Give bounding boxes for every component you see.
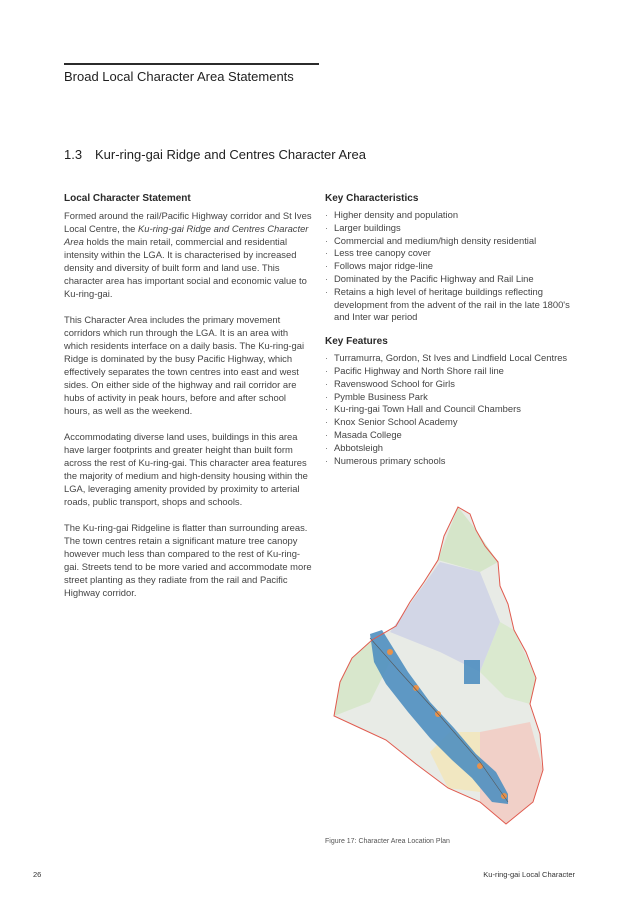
key-lists [325, 193, 575, 477]
local-character-statement [64, 193, 312, 612]
publication-title: Ku-ring-gai Local Character [483, 870, 575, 879]
figure-caption: Figure 17: Character Area Location Plan [325, 838, 450, 845]
feature-item: · Pacific Highway and North Shore rail line [325, 364, 504, 376]
centre-marker [387, 649, 393, 655]
bullet-icon: · [325, 416, 329, 428]
location-plan-map [330, 502, 545, 832]
characteristic-item: · Higher density and population [325, 209, 459, 220]
characteristic-item: · Larger buildings [325, 221, 401, 233]
bullet-icon: · [325, 234, 329, 246]
bullet-icon: · [325, 428, 329, 440]
characteristic-item: · Retains a high level of heritage buildings reflecting development from the advent of the rail in the late 1800's and Inter war period [325, 285, 570, 323]
characteristic-item: · Less tree canopy cover [325, 247, 431, 259]
statement-paragraph-4: The Ku-ring-gai Ridgeline is flatter than surrounding areas. The town centres retain a significant mature tree canopy however much less than compared to the rest of Ku-ring-gai. Streets tend to be more varied and accommodate more street planting as they radiate from the rail and Pacific Highway corridor. [64, 522, 312, 598]
character-area-name: Ku-ring-gai Ridge and Centres Character Area [64, 223, 309, 247]
features-heading: Key Features [325, 336, 388, 348]
centre-marker [477, 763, 483, 769]
centre-marker [413, 685, 419, 691]
bullet-icon: · [325, 209, 329, 220]
statement-heading: Local Character Statement [64, 193, 191, 204]
feature-item: · Numerous primary schools [325, 454, 446, 466]
statement-paragraph-3: Accommodating diverse land uses, buildings in this area have larger footprints and greater height than built form across the rest of Ku-ring-gai. This character area features the majority of medium and high-density housing within the LGA, leveraging amenity provided by proximity to arterial roads, public transport, shops and schools. [64, 431, 308, 507]
chapter-title-text: Kur-ring-gai Ridge and Centres Character Area [95, 147, 366, 162]
feature-item: · Knox Senior School Academy [325, 416, 458, 428]
bullet-icon: · [325, 352, 329, 364]
bullet-icon: · [325, 364, 329, 376]
feature-item: · Turramurra, Gordon, St Ives and Lindfield Local Centres [325, 352, 568, 364]
bullet-icon: · [325, 377, 329, 389]
bullet-icon: · [325, 221, 329, 233]
st-ives-centre [464, 660, 480, 684]
feature-item: · Ravenswood School for Girls [325, 377, 455, 389]
chapter-title [64, 147, 366, 162]
bullet-icon: · [325, 247, 329, 259]
features-list [325, 352, 575, 467]
bullet-icon: · [325, 403, 329, 415]
feature-item: · Ku-ring-gai Town Hall and Council Chambers [325, 403, 521, 415]
statement-paragraph-2: This Character Area includes the primary movement corridors which run through the LGA. It is an area with which residents interface on a daily basis. The Ku-ring-gai Ridge is dominated by the busy Pacific Highway, which effectively separates the town centres into east and west sides. On either side of the highway and rail corridor are hubs of activity in peak hours, before and after school hours, as well as the weekend. [64, 314, 305, 416]
bullet-icon: · [325, 285, 329, 297]
characteristic-item: · Dominated by the Pacific Highway and Rail Line [325, 272, 534, 284]
characteristic-item: · Follows major ridge-line [325, 260, 433, 272]
feature-item: · Pymble Business Park [325, 390, 428, 402]
characteristics-heading: Key Characteristics [325, 193, 419, 204]
header-rule [64, 63, 319, 65]
bullet-icon: · [325, 272, 329, 284]
bullet-icon: · [325, 260, 329, 272]
bullet-icon: · [325, 441, 329, 453]
bullet-icon: · [325, 454, 329, 466]
characteristics-list [325, 209, 575, 324]
chapter-number: 1.3 [64, 147, 83, 162]
feature-item: · Abbotsleigh [325, 441, 383, 453]
feature-item: · Masada College [325, 428, 402, 440]
characteristic-item: · Commercial and medium/high density residential [325, 234, 537, 246]
bullet-icon: · [325, 390, 329, 402]
statement-paragraph-1: Formed around the rail/Pacific Highway corridor and St Ives Local Centre, the Ku-ring-gai Ridge and Centres Character Area holds the main retail, commercial and residential intensity within the LGA. It is characterised by increased density and diversity of built form and land use. This character area has important social and economic value to Ku-ring-gai. [64, 210, 312, 299]
section-header: Broad Local Character Area Statements [64, 69, 294, 84]
page-number: 26 [33, 870, 42, 879]
